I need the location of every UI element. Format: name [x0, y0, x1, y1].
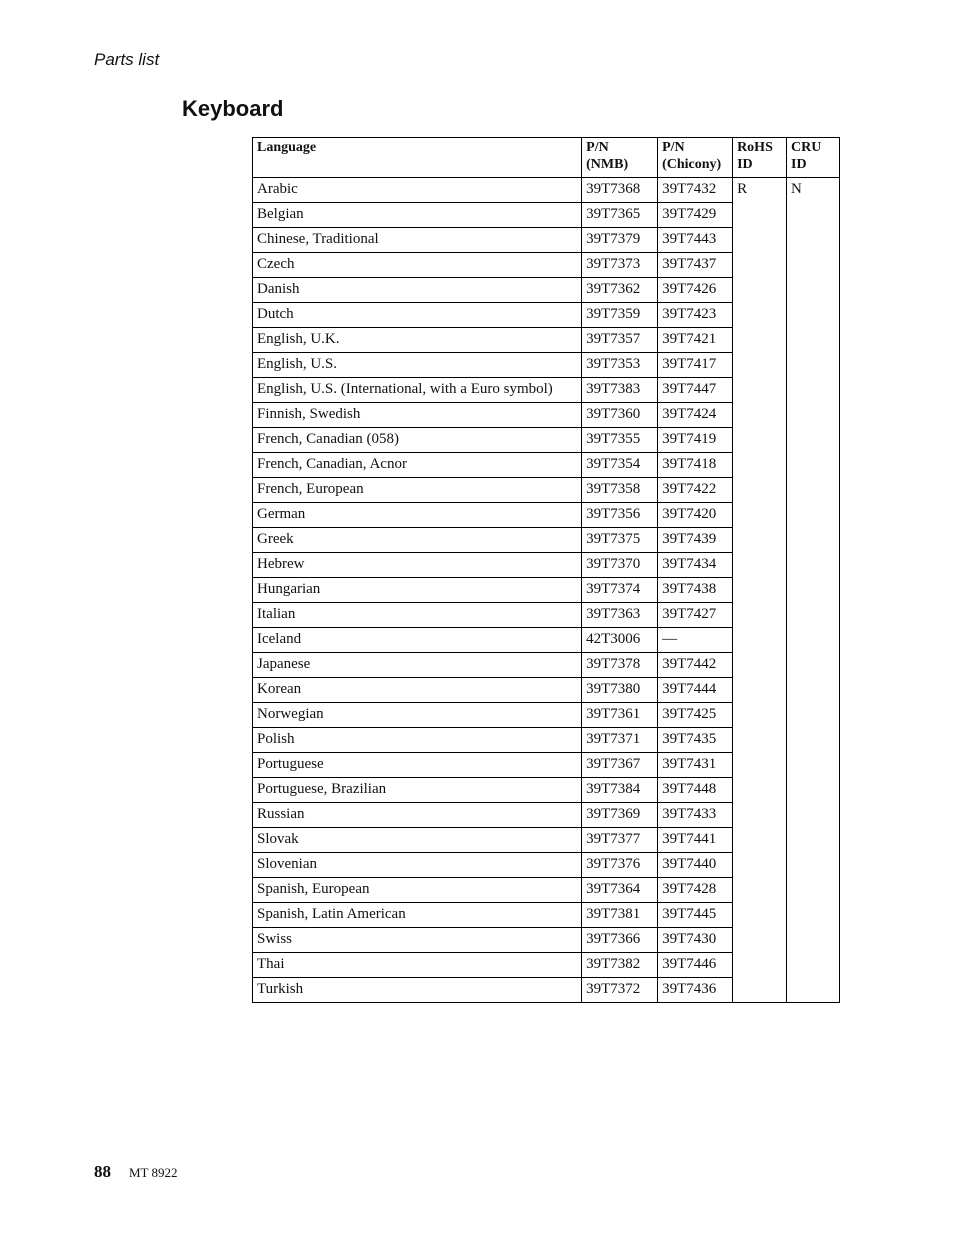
cell-pn-nmb: 39T7365 — [582, 203, 658, 228]
cell-cru-id: N — [787, 178, 840, 1003]
cell-pn-nmb: 39T7381 — [582, 903, 658, 928]
cell-language: German — [253, 503, 582, 528]
cell-pn-chicony: 39T7445 — [658, 903, 733, 928]
cell-pn-nmb: 39T7372 — [582, 978, 658, 1003]
cell-pn-chicony: 39T7429 — [658, 203, 733, 228]
cell-language: Slovak — [253, 828, 582, 853]
column-header-rohs-id: RoHS ID — [733, 138, 787, 178]
cell-language: French, Canadian, Acnor — [253, 453, 582, 478]
cell-language: English, U.S. (International, with a Euro symbol) — [253, 378, 582, 403]
cell-pn-nmb: 39T7376 — [582, 853, 658, 878]
cell-pn-chicony: 39T7447 — [658, 378, 733, 403]
cell-language: Portuguese, Brazilian — [253, 778, 582, 803]
column-header-language: Language — [253, 138, 582, 178]
table-header-row — [253, 138, 840, 178]
cell-pn-nmb: 39T7368 — [582, 178, 658, 203]
cell-pn-chicony: 39T7420 — [658, 503, 733, 528]
cell-pn-chicony: 39T7421 — [658, 328, 733, 353]
cell-pn-nmb: 39T7364 — [582, 878, 658, 903]
cell-pn-chicony: 39T7437 — [658, 253, 733, 278]
cell-pn-chicony: 39T7442 — [658, 653, 733, 678]
cell-pn-chicony: 39T7424 — [658, 403, 733, 428]
cell-pn-nmb: 39T7370 — [582, 553, 658, 578]
column-header-pn-chicony: P/N (Chicony) — [658, 138, 733, 178]
cell-language: Spanish, Latin American — [253, 903, 582, 928]
cell-pn-chicony: 39T7427 — [658, 603, 733, 628]
cell-pn-chicony: 39T7418 — [658, 453, 733, 478]
cell-pn-nmb: 39T7371 — [582, 728, 658, 753]
cell-pn-chicony: 39T7425 — [658, 703, 733, 728]
machine-type: MT 8922 — [129, 1165, 178, 1180]
cell-pn-nmb: 39T7355 — [582, 428, 658, 453]
cell-language: Thai — [253, 953, 582, 978]
cell-language: French, Canadian (058) — [253, 428, 582, 453]
cell-language: Portuguese — [253, 753, 582, 778]
cell-pn-nmb: 39T7361 — [582, 703, 658, 728]
cell-language: Danish — [253, 278, 582, 303]
cell-pn-chicony: 39T7417 — [658, 353, 733, 378]
cell-pn-chicony: 39T7423 — [658, 303, 733, 328]
cell-language: Greek — [253, 528, 582, 553]
cell-pn-nmb: 39T7379 — [582, 228, 658, 253]
cell-pn-nmb: 39T7369 — [582, 803, 658, 828]
cell-language: Korean — [253, 678, 582, 703]
cell-pn-nmb: 39T7373 — [582, 253, 658, 278]
cell-pn-nmb: 39T7367 — [582, 753, 658, 778]
table-body — [253, 178, 840, 1003]
cell-pn-nmb: 39T7384 — [582, 778, 658, 803]
cell-language: Russian — [253, 803, 582, 828]
page-number: 88 — [94, 1162, 111, 1181]
cell-pn-chicony: 39T7430 — [658, 928, 733, 953]
cell-language: Turkish — [253, 978, 582, 1003]
cell-pn-chicony: 39T7444 — [658, 678, 733, 703]
cell-pn-nmb: 39T7353 — [582, 353, 658, 378]
cell-pn-nmb: 39T7378 — [582, 653, 658, 678]
keyboard-parts-table — [252, 137, 840, 1003]
cell-pn-chicony: 39T7428 — [658, 878, 733, 903]
table-row — [253, 178, 840, 203]
cell-pn-chicony: 39T7435 — [658, 728, 733, 753]
cell-language: Dutch — [253, 303, 582, 328]
cell-language: Arabic — [253, 178, 582, 203]
cell-language: English, U.K. — [253, 328, 582, 353]
cell-pn-chicony: 39T7422 — [658, 478, 733, 503]
cell-pn-chicony: 39T7439 — [658, 528, 733, 553]
cell-pn-chicony: 39T7436 — [658, 978, 733, 1003]
cell-pn-chicony: 39T7434 — [658, 553, 733, 578]
cell-pn-nmb: 39T7358 — [582, 478, 658, 503]
cell-pn-chicony: 39T7446 — [658, 953, 733, 978]
cell-language: Spanish, European — [253, 878, 582, 903]
cell-pn-nmb: 39T7383 — [582, 378, 658, 403]
cell-pn-chicony: 39T7426 — [658, 278, 733, 303]
cell-language: Japanese — [253, 653, 582, 678]
cell-language: Finnish, Swedish — [253, 403, 582, 428]
cell-language: Swiss — [253, 928, 582, 953]
cell-pn-nmb: 39T7382 — [582, 953, 658, 978]
cell-language: Iceland — [253, 628, 582, 653]
cell-pn-chicony: 39T7432 — [658, 178, 733, 203]
cell-pn-nmb: 39T7360 — [582, 403, 658, 428]
cell-language: Hungarian — [253, 578, 582, 603]
cell-language: Chinese, Traditional — [253, 228, 582, 253]
page-footer — [94, 1162, 178, 1182]
cell-language: English, U.S. — [253, 353, 582, 378]
column-header-pn-nmb: P/N (NMB) — [582, 138, 658, 178]
cell-pn-chicony: 39T7431 — [658, 753, 733, 778]
cell-pn-nmb: 39T7375 — [582, 528, 658, 553]
cell-language: Hebrew — [253, 553, 582, 578]
cell-language: Polish — [253, 728, 582, 753]
cell-language: Belgian — [253, 203, 582, 228]
cell-pn-nmb: 39T7356 — [582, 503, 658, 528]
cell-pn-nmb: 39T7357 — [582, 328, 658, 353]
section-title: Keyboard — [182, 96, 284, 121]
cell-rohs-id: R — [733, 178, 787, 1003]
cell-pn-chicony: 39T7419 — [658, 428, 733, 453]
cell-pn-nmb: 39T7359 — [582, 303, 658, 328]
cell-language: French, European — [253, 478, 582, 503]
cell-pn-nmb: 39T7362 — [582, 278, 658, 303]
cell-pn-nmb: 39T7380 — [582, 678, 658, 703]
cell-language: Slovenian — [253, 853, 582, 878]
cell-pn-chicony: 39T7440 — [658, 853, 733, 878]
cell-pn-chicony: 39T7433 — [658, 803, 733, 828]
cell-language: Italian — [253, 603, 582, 628]
cell-pn-nmb: 39T7363 — [582, 603, 658, 628]
cell-language: Norwegian — [253, 703, 582, 728]
cell-pn-nmb: 39T7354 — [582, 453, 658, 478]
column-header-cru-id: CRU ID — [787, 138, 840, 178]
cell-pn-nmb: 39T7366 — [582, 928, 658, 953]
running-head: Parts list — [94, 50, 160, 69]
cell-pn-chicony: — — [658, 628, 733, 653]
cell-pn-chicony: 39T7441 — [658, 828, 733, 853]
cell-language: Czech — [253, 253, 582, 278]
cell-pn-chicony: 39T7438 — [658, 578, 733, 603]
cell-pn-chicony: 39T7448 — [658, 778, 733, 803]
cell-pn-chicony: 39T7443 — [658, 228, 733, 253]
cell-pn-nmb: 39T7377 — [582, 828, 658, 853]
cell-pn-nmb: 39T7374 — [582, 578, 658, 603]
cell-pn-nmb: 42T3006 — [582, 628, 658, 653]
